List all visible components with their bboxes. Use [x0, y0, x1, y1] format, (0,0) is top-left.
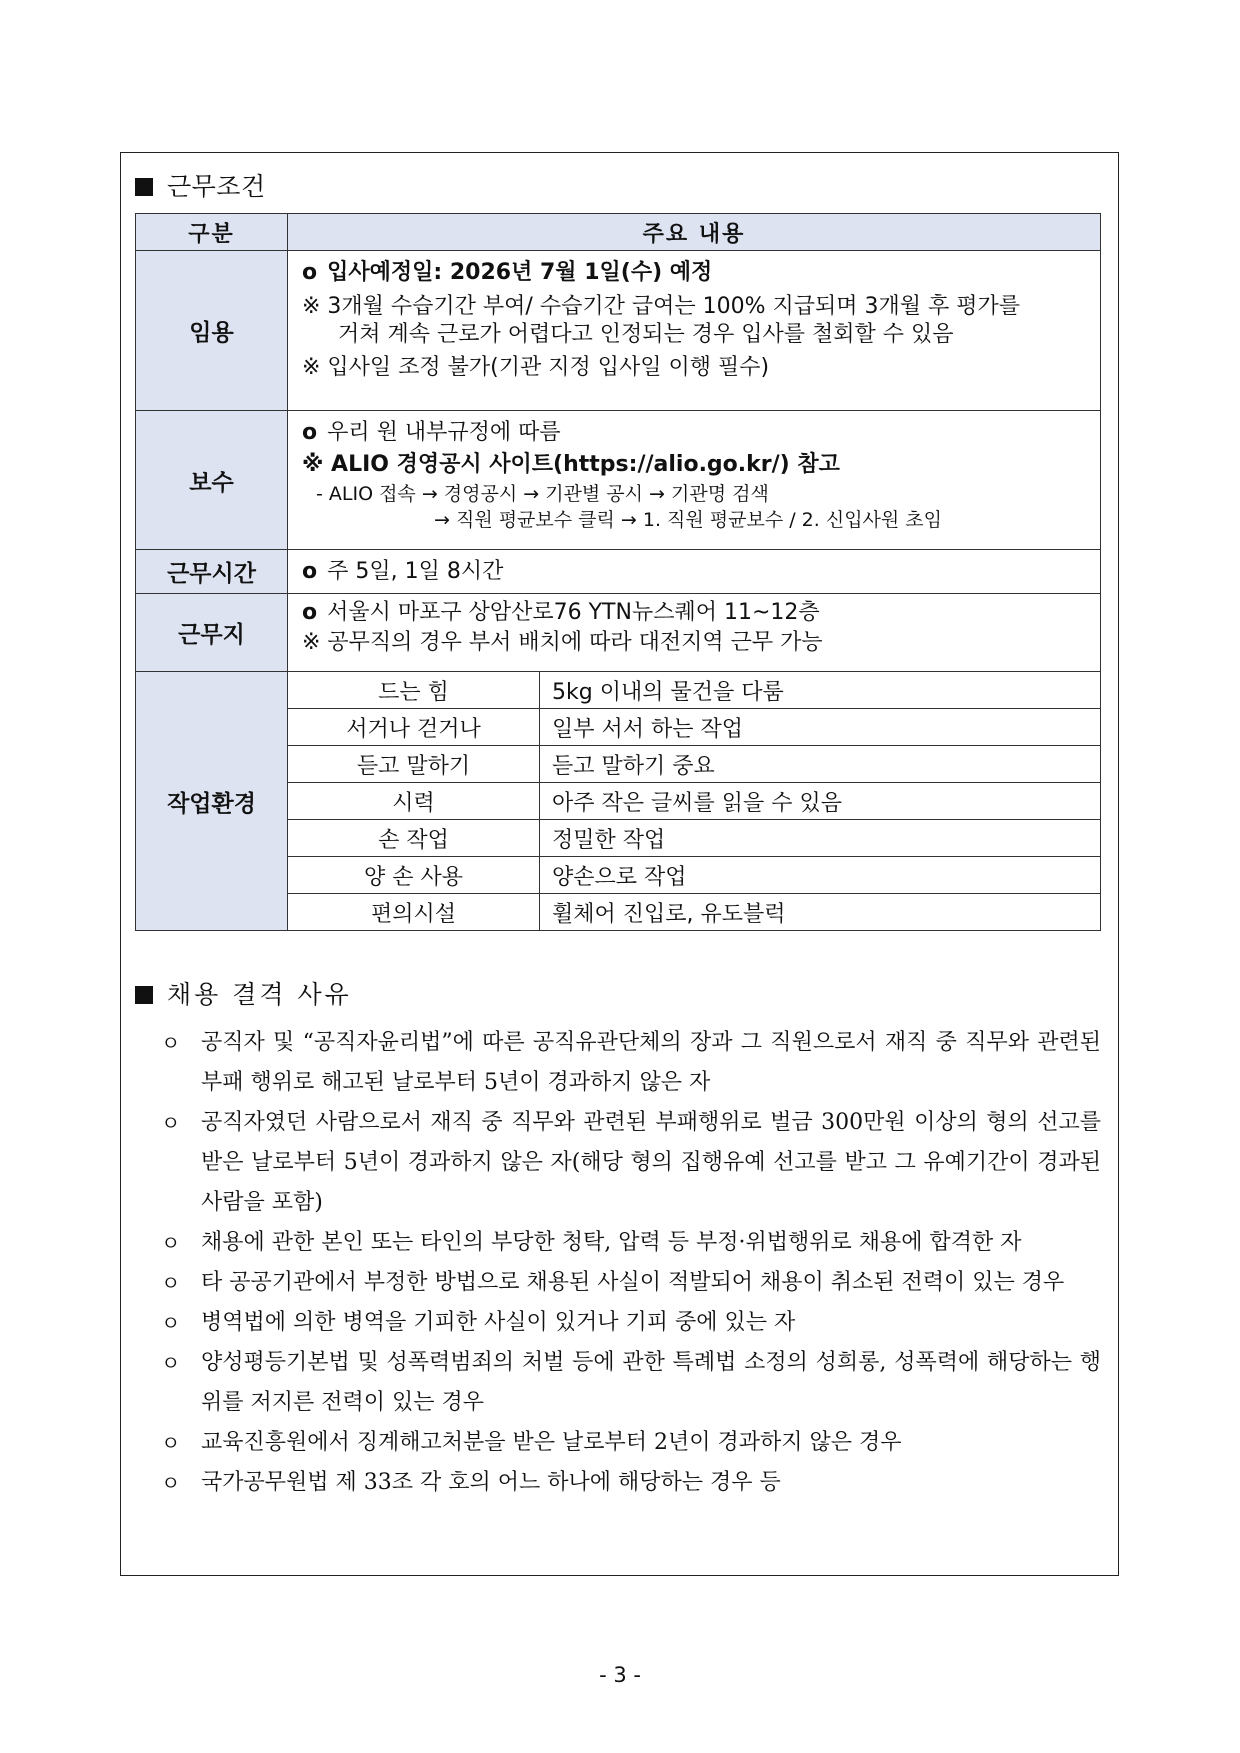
circle-bullet-icon: o — [302, 558, 318, 584]
circle-bullet-icon: ㅇ — [161, 1431, 181, 1455]
label-location: 근무지 — [136, 594, 288, 672]
circle-bullet-icon: ㅇ — [161, 1111, 181, 1135]
content-location: o 서울시 마포구 상암산로76 YTN뉴스퀘어 11~12층 ※ 공무직의 경우 부서 배치에 따라 대전지역 근무 가능 — [288, 594, 1101, 672]
row-location — [136, 594, 1101, 672]
circle-bullet-icon: ㅇ — [161, 1031, 181, 1055]
env-value: 정밀한 작업 — [540, 820, 1101, 857]
table-header-row — [136, 214, 1101, 251]
content-frame — [120, 152, 1119, 1576]
list-item: ㅇ 병역법에 의한 병역을 기피한 사실이 있거나 기피 중에 있는 자 — [161, 1303, 1101, 1343]
env-value: 5kg 이내의 물건을 다룸 — [540, 672, 1101, 709]
env-key: 손 작업 — [288, 820, 540, 857]
env-key: 서거나 걷거나 — [288, 709, 540, 746]
env-value: 양손으로 작업 — [540, 857, 1101, 894]
list-item: ㅇ 국가공무원법 제 33조 각 호의 어느 하나에 해당하는 경우 등 — [161, 1463, 1101, 1503]
label-appointment: 임용 — [136, 251, 288, 411]
env-value: 휠체어 진입로, 유도블럭 — [540, 894, 1101, 931]
row-pay — [136, 411, 1101, 550]
env-key: 편의시설 — [288, 894, 540, 931]
list-item: ㅇ 공직자 및 “공직자윤리법”에 따른 공직유관단체의 장과 그 직원으로서 재직 중 직무와 관련된 부패 행위로 해고된 날로부터 5년이 경과하지 않은 자 — [161, 1023, 1101, 1103]
circle-bullet-icon: ㅇ — [161, 1351, 181, 1375]
circle-bullet-icon: ㅇ — [161, 1471, 181, 1495]
label-pay: 보수 — [136, 411, 288, 550]
header-content: 주요 내용 — [288, 214, 1101, 251]
content-pay: o 우리 원 내부규정에 따름 ※ ALIO 경영공시 사이트(https://alio.go.kr/) 참고 - ALIO 접속 → 경영공시 → 기관별 공시 → 기관명 검색 → 직원 평균보수 클릭 → 1. 직원 평균보수 / 2. 신입사원 초임 — [288, 411, 1101, 550]
section-title-disqualification: 채용 결격 사유 — [135, 975, 352, 1011]
circle-bullet-icon: ㅇ — [161, 1231, 181, 1255]
circle-bullet-icon: ㅇ — [161, 1271, 181, 1295]
header-category: 구분 — [136, 214, 288, 251]
page-number: - 3 - — [599, 1663, 641, 1687]
circle-bullet-icon: o — [302, 420, 318, 445]
list-item: ㅇ 교육진흥원에서 징계해고처분을 받은 날로부터 2년이 경과하지 않은 경우 — [161, 1423, 1101, 1463]
env-value: 듣고 말하기 중요 — [540, 746, 1101, 783]
disqualification-list — [161, 1023, 1101, 1503]
content-hours: o 주 5일, 1일 8시간 — [288, 550, 1101, 594]
work-conditions-table — [135, 213, 1101, 931]
label-environment: 작업환경 — [136, 672, 288, 931]
list-item: ㅇ 공직자였던 사람으로서 재직 중 직무와 관련된 부패행위로 벌금 300만원 이상의 형의 선고를 받은 날로부터 5년이 경과하지 않은 자(해당 형의 집행유예 선고를 받고 그 유예기간이 경과된 사람을 포함) — [161, 1103, 1101, 1223]
row-appointment — [136, 251, 1101, 411]
list-item: ㅇ 양성평등기본법 및 성폭력범죄의 처벌 등에 관한 특례법 소정의 성희롱, 성폭력에 해당하는 행위를 저지른 전력이 있는 경우 — [161, 1343, 1101, 1423]
circle-bullet-icon: o — [302, 260, 318, 285]
env-value: 아주 작은 글씨를 읽을 수 있음 — [540, 783, 1101, 820]
square-bullet-icon — [135, 178, 153, 196]
section-title-work-conditions: 근무조건 — [135, 167, 266, 203]
label-hours: 근무시간 — [136, 550, 288, 594]
row-hours — [136, 550, 1101, 594]
env-key: 시력 — [288, 783, 540, 820]
list-item: ㅇ 타 공공기관에서 부정한 방법으로 채용된 사실이 적발되어 채용이 취소된 전력이 있는 경우 — [161, 1263, 1101, 1303]
env-value: 일부 서서 하는 작업 — [540, 709, 1101, 746]
circle-bullet-icon: o — [302, 600, 318, 625]
env-key: 듣고 말하기 — [288, 746, 540, 783]
list-item: ㅇ 채용에 관한 본인 또는 타인의 부당한 청탁, 압력 등 부정·위법행위로 채용에 합격한 자 — [161, 1223, 1101, 1263]
content-appointment: o 입사예정일: 2026년 7월 1일(수) 예정 ※ 3개월 수습기간 부여/ 수습기간 급여는 100% 지급되며 3개월 후 평가를 거쳐 계속 근로가 어렵다고 인정되는 경우 입사를 철회할 수 있음 ※ 입사일 조정 불가(기관 지정 입사일 이행 필수) — [288, 251, 1101, 411]
env-key: 드는 힘 — [288, 672, 540, 709]
env-row — [136, 672, 1101, 709]
env-key: 양 손 사용 — [288, 857, 540, 894]
square-bullet-icon — [135, 986, 153, 1004]
circle-bullet-icon: ㅇ — [161, 1311, 181, 1335]
